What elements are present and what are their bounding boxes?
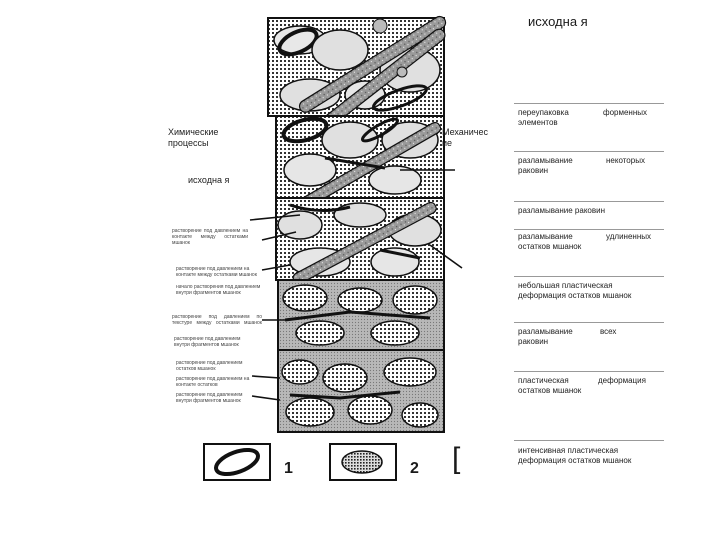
right-item-6-left: разламывание раковин xyxy=(518,327,573,346)
right-item-6-right: всех xyxy=(600,327,617,336)
layer-2 xyxy=(276,115,444,211)
legend-number-1: 1 xyxy=(284,460,293,477)
note-2: растворение под давлением на контакте между остатками мшанок xyxy=(176,266,257,278)
note-6: растворение под давлением остатков мшанок xyxy=(176,360,243,372)
layer-3 xyxy=(276,198,444,286)
layer-5 xyxy=(278,350,444,432)
right-item-3-left: разламывание раковин xyxy=(518,206,605,215)
right-item-4-left: разламывание остатков мшанок xyxy=(518,232,582,251)
note-4: растворение под давлением по текстуре между остатками мшанок xyxy=(172,314,262,326)
right-item-8-left: интенсивная пластическая деформация остатков мшанок xyxy=(518,446,632,465)
right-item-4-right: удлиненных xyxy=(606,232,651,241)
legend-number-2: 2 xyxy=(410,460,419,477)
note-3: начало растворения под давлением внутри фрагментов мшанок xyxy=(176,284,261,296)
legend-icon-grain xyxy=(330,444,396,480)
note-1: растворение под давлением на контакте между остатками мшанок xyxy=(172,228,248,246)
note-8: растворение под давлением внутри фрагментов мшанок xyxy=(176,392,243,404)
legend-bracket: [ xyxy=(452,442,461,475)
right-item-7-left: пластическая остатков мшанок xyxy=(518,376,582,395)
label-chemical: Химические процессы xyxy=(168,127,219,148)
note-5: растворение под давлением внутри фрагментов мшанок xyxy=(174,336,241,348)
right-item-1-right: форменных xyxy=(603,108,648,117)
label-mechanical: Механичес ие xyxy=(442,127,489,148)
right-item-1-left: переупаковка элементов xyxy=(518,108,569,127)
right-item-5-left: небольшая пластическая деформация остатков мшанок xyxy=(518,281,632,300)
legend-icon-shell xyxy=(204,444,270,480)
right-item-2-right: некоторых xyxy=(606,156,645,165)
header-initial-right: исходна я xyxy=(528,14,588,29)
label-initial-left: исходна я xyxy=(188,175,230,185)
right-item-2-left: разламывание раковин xyxy=(518,156,573,175)
note-7: растворение под давлением на контакте остатков xyxy=(176,376,250,388)
right-item-7-right: деформация xyxy=(598,376,646,385)
layer-4 xyxy=(278,280,444,350)
